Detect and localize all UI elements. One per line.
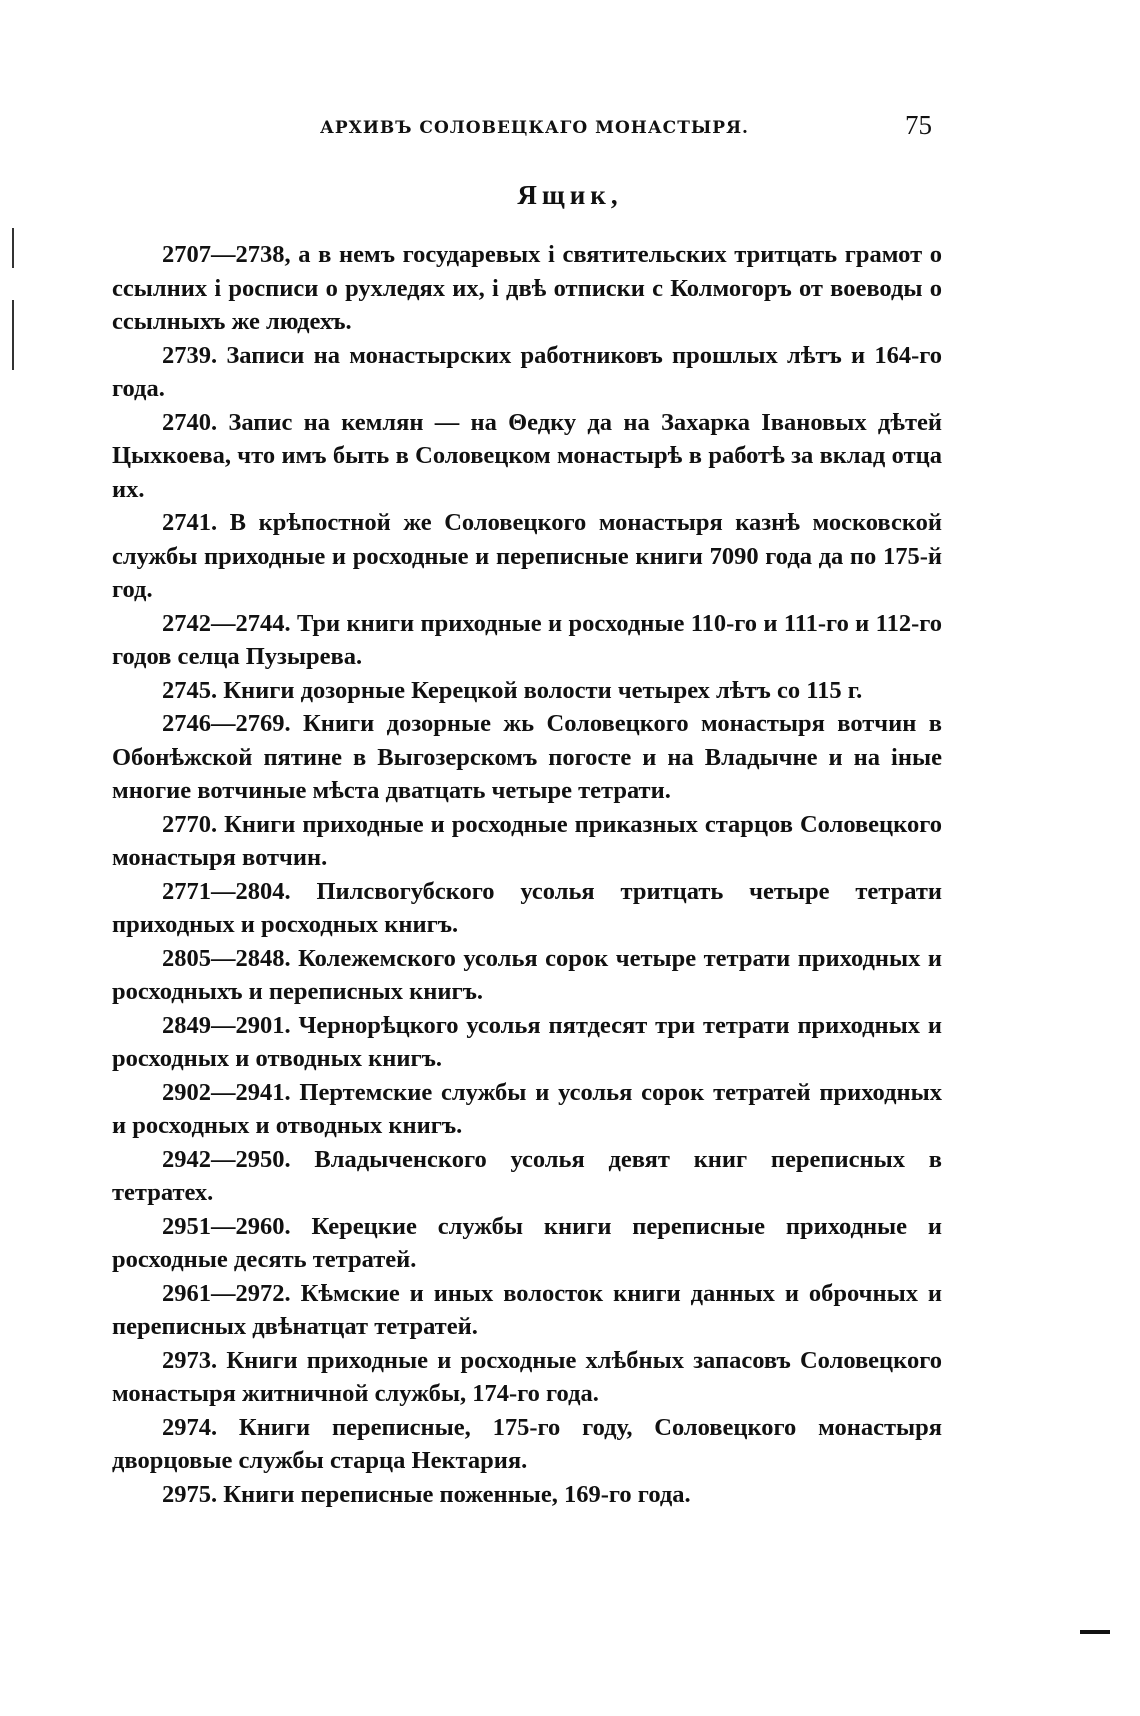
margin-rule: [12, 300, 14, 370]
catalog-entry: 2961—2972. Кѣмские и иных волосток книги данных и оброчных и переписных двѣнатцат тетратей.: [112, 1279, 942, 1340]
catalog-entry: 2849—2901. Чернорѣцкого усолья пятдесят три тетрати приходных и росходных и отводных книгъ.: [112, 1011, 942, 1072]
catalog-entry: 2942—2950. Владыченского усолья девят книг переписных в тетратех.: [112, 1145, 942, 1206]
catalog-entry: 2805—2848. Колежемского усолья сорок четыре тетрати приходных и росходныхъ и переписных книгъ.: [112, 944, 942, 1005]
margin-rule: [12, 228, 14, 268]
edge-dash-mark: [1080, 1630, 1110, 1634]
section-heading: Ящик,: [517, 180, 623, 210]
running-title: АРХИВЪ СОЛОВЕЦКАГО МОНАСТЫРЯ.: [320, 118, 749, 138]
catalog-entry: 2745. Книги дозорные Керецкой волости четырех лѣтъ со 115 г.: [162, 676, 863, 704]
catalog-entry: 2746—2769. Книги дозорные жь Соловецкого монастыря вотчин в Обонѣжской пятине в Выгозерскомъ погосте и на Владычне и на iные многие вотчиные мѣста дватцать четыре тетрати.: [112, 710, 942, 804]
catalog-entry: 2974. Книги переписные, 175-го году, Соловецкого монастыря дворцовые службы старца Нектария.: [112, 1413, 942, 1474]
catalog-entry: 2973. Книги приходные и росходные хлѣбных запасовъ Соловецкого монастыря житничной службы, 174-го года.: [112, 1346, 942, 1407]
catalog-entry: 2707—2738, а в немъ государевых i святительских тритцать грамот о ссылних i росписи о рухледях их, i двѣ отписки с Колмогоръ от воеводы о ссылныхъ же людехъ.: [112, 241, 942, 335]
catalog-entry: 2740. Запис на кемлян — на Θедку да на Захарка Iвановых дѣтей Цыхкоева, что имъ быть в Соловецком монастырѣ в работѣ за вклад отца их.: [112, 408, 942, 503]
catalog-entry: 2741. В крѣпостной же Соловецкого монастыря казнѣ московской службы приходные и росходные и переписные книги 7090 года да по 175-й год.: [112, 509, 942, 603]
catalog-entry: 2770. Книги приходные и росходные приказных старцов Соловецкого монастыря вотчин.: [112, 810, 942, 871]
page-number: 75: [905, 110, 932, 140]
catalog-entry: 2771—2804. Пилсвогубского усолья тритцать четыре тетрати приходных и росходных книгъ.: [112, 877, 942, 938]
entry-list: [112, 238, 942, 1511]
catalog-entry: 2951—2960. Керецкие службы книги переписные приходные и росходные десять тетратей.: [112, 1212, 942, 1273]
catalog-entry: 2975. Книги переписные поженные, 169-го года.: [162, 1480, 691, 1508]
catalog-entry: 2902—2941. Пертемские службы и усолья сорок тетратей приходных и росходных и отводных книгъ.: [112, 1078, 942, 1139]
catalog-entry: 2742—2744. Три книги приходные и росходные 110-го и 111-го и 112-го годов селца Пузырева.: [112, 609, 942, 670]
catalog-entry: 2739. Записи на монастырских работниковъ прошлых лѣтъ и 164-го года.: [112, 341, 942, 402]
